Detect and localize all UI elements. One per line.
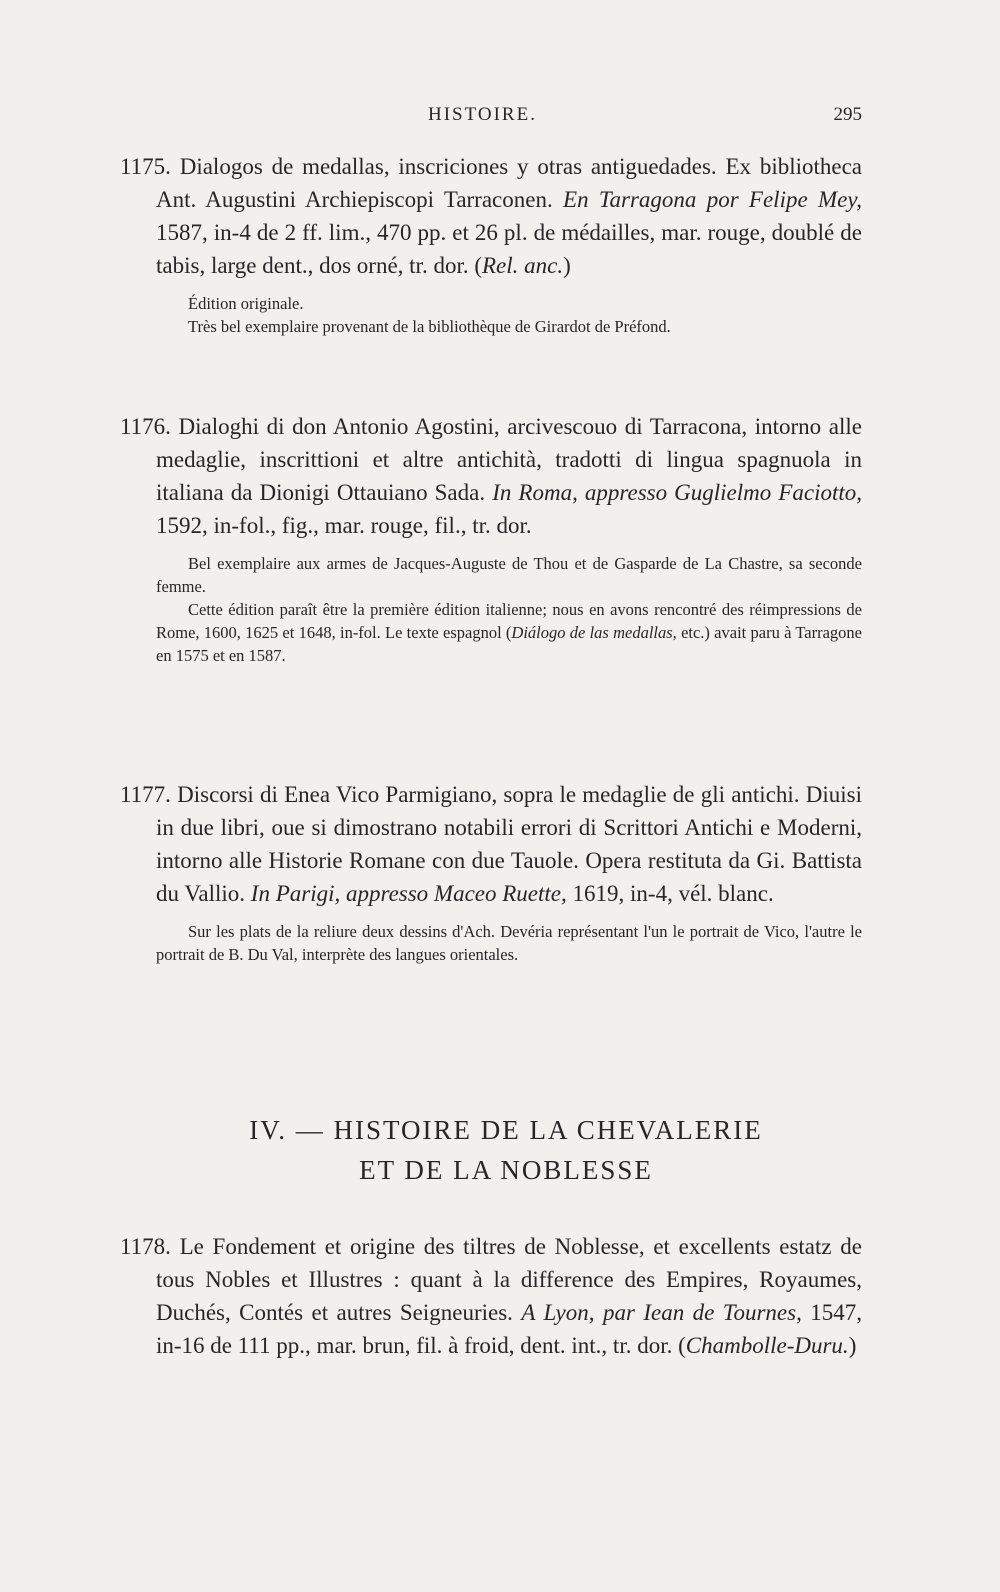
running-title: HISTOIRE. <box>428 104 537 125</box>
entry-1176-note-1: Bel exemplaire aux armes de Jacques-Auguste de Thou et de Gasparde de La Chastre, sa seconde femme. <box>156 554 862 596</box>
entry-number: 1178. <box>120 1234 171 1259</box>
entry-1176-note-2: Cette édition paraît être la première édition italienne; nous en avons rencontré des réimpressions de Rome, 1600, 1625 et 1648, in-fol. Le texte espagnol (Diálogo de las medallas, etc.) avait paru à Tarragone en 1575 et en 1587. <box>156 600 863 665</box>
section-heading-line-2: ET DE LA NOBLESSE <box>359 1155 653 1185</box>
entry-1176-text: 1176. Dialoghi di don Antonio Agostini, arcivescouo di Tarracona, intorno alle medaglie, inscrittioni et altre antichità, tradotti di lingua spagnuola in italiana da Dionigi Ottauiano Sada. In Roma, appresso Guglielmo Faciotto, 1592, in-fol., fig., mar. rouge, fil., tr. dor. <box>120 414 863 538</box>
entry-1178 <box>120 1230 862 1362</box>
entry-1175-text: 1175. Dialogos de medallas, inscriciones y otras antiguedades. Ex bibliotheca Ant. Augustini Archiepiscopi Tarraconen. En Tarragona por Felipe Mey, 1587, in-4 de 2 ff. lim., 470 pp. et 26 pl. de médailles, mar. rouge, doublé de tabis, large dent., dos orné, tr. dor. (Rel. anc.) <box>120 154 863 278</box>
section-heading <box>150 1110 862 1190</box>
entry-number: 1177. <box>120 782 171 807</box>
entry-1177-note-1: Sur les plats de la reliure deux dessins d'Ach. Devéria représentant l'un le portrait de Vico, l'autre le portrait de B. Du Val, interprète des langues orientales. <box>156 922 862 964</box>
entry-1178-text: 1178. Le Fondement et origine des tiltres de Noblesse, et excellents estatz de tous Nobles et Illustres : quant à la difference des Empires, Royaumes, Duchés, Contés et autres Seigneuries. A Lyon, par Iean de Tournes, 1547, in-16 de 111 pp., mar. brun, fil. à froid, dent. int., tr. dor. (Chambolle-Duru.) <box>120 1234 863 1358</box>
entry-1175-note-1: Édition originale. <box>188 294 304 313</box>
entry-number: 1175. <box>120 154 171 179</box>
page-number: 295 <box>833 104 862 125</box>
entry-1177-text: 1177. Discorsi di Enea Vico Parmigiano, sopra le medaglie de gli antichi. Diuisi in due libri, oue si dimostrano notabili errori di Scrittori Antichi e Moderni, intorno alle Historie Romane con due Tauole. Opera restituta da Gi. Battista du Vallio. In Parigi, appresso Maceo Ruette, 1619, in-4, vél. blanc. <box>120 782 862 906</box>
entry-1175-note-2: Très bel exemplaire provenant de la bibliothèque de Girardot de Préfond. <box>188 317 671 336</box>
entry-1177 <box>120 778 862 966</box>
entry-number: 1176. <box>120 414 171 439</box>
entry-1176 <box>120 410 862 667</box>
section-heading-line-1: IV. — HISTOIRE DE LA CHEVALERIE <box>249 1115 763 1145</box>
entry-1175 <box>120 150 862 338</box>
